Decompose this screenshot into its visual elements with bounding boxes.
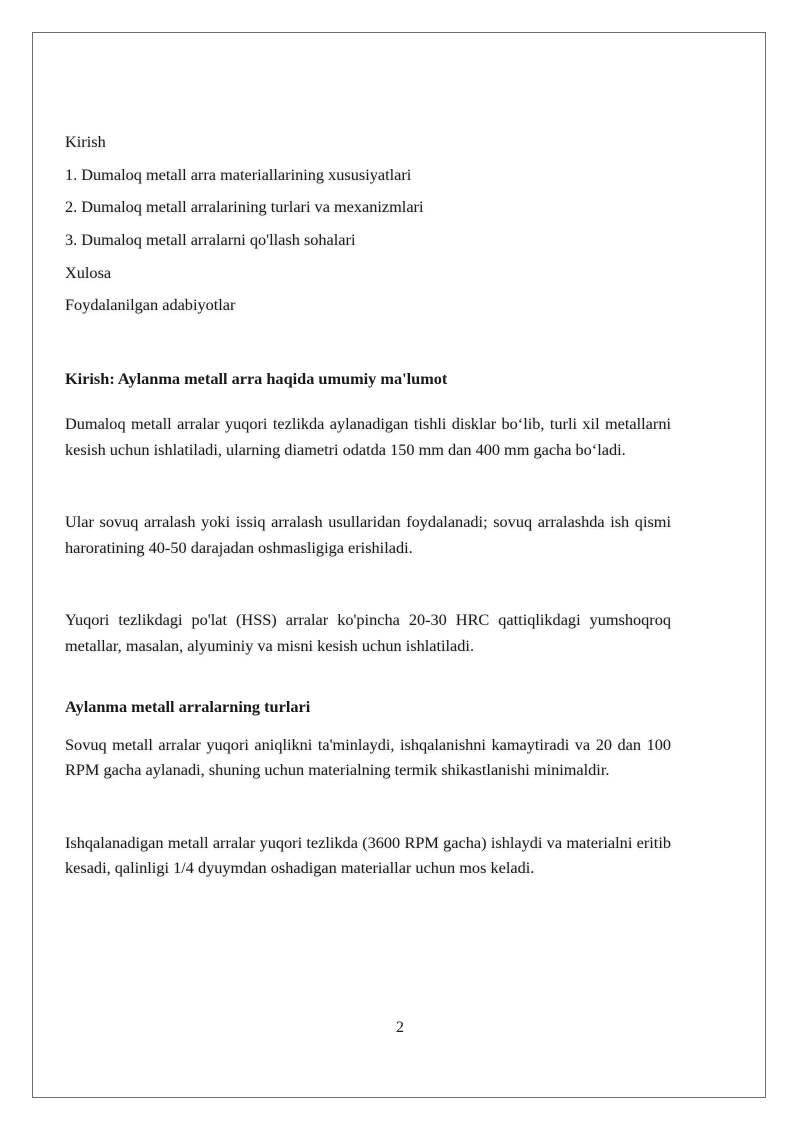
toc-item: 3. Dumaloq metall arralarni qo'llash sohalari <box>65 230 356 250</box>
table-of-contents <box>65 129 671 318</box>
section-heading-intro: Kirish: Aylanma metall arra haqida umumiy ma'lumot <box>65 368 448 388</box>
paragraph: Dumaloq metall arralar yuqori tezlikda aylanadigan tishli disklar bo‘lib, turli xil metallarni kesish uchun ishlatiladi, ularning diametri odatda 150 mm dan 400 mm gacha bo‘ladi. <box>65 414 671 459</box>
paragraph: Sovuq metall arralar yuqori aniqlikni ta'minlaydi, ishqalanishni kamaytiradi va 20 dan 100 RPM gacha aylanadi, shuning uchun materialning termik shikastlanishi minimaldir. <box>65 734 671 780</box>
section-heading-types: Aylanma metall arralarning turlari <box>65 697 311 717</box>
toc-item: Foydalanilgan adabiyotlar <box>65 295 236 315</box>
page-content <box>65 129 671 881</box>
toc-item: 2. Dumaloq metall arralarining turlari va mexanizmlari <box>65 197 424 217</box>
page-number: 2 <box>395 1017 405 1036</box>
toc-item: Xulosa <box>65 262 112 282</box>
toc-item: Kirish <box>65 132 106 151</box>
paragraph: Yuqori tezlikdagi po'lat (HSS) arralar ko'pincha 20-30 HRC qattiqlikdagi yumshoqroq metallar, masalan, alyuminiy va misni kesish uchun ishlatiladi. <box>65 610 671 655</box>
toc-item: 1. Dumaloq metall arra materiallarining xususiyatlari <box>65 164 412 184</box>
paragraph: Ular sovuq arralash yoki issiq arralash usullaridan foydalanadi; sovuq arralashda ish qismi haroratining 40-50 darajadan oshmasligiga erishiladi. <box>65 512 671 557</box>
paragraph: Ishqalanadigan metall arralar yuqori tezlikda (3600 RPM gacha) ishlaydi va materialni eritib kesadi, qalinligi 1/4 dyuymdan oshadigan materiallar uchun mos keladi. <box>65 832 671 878</box>
